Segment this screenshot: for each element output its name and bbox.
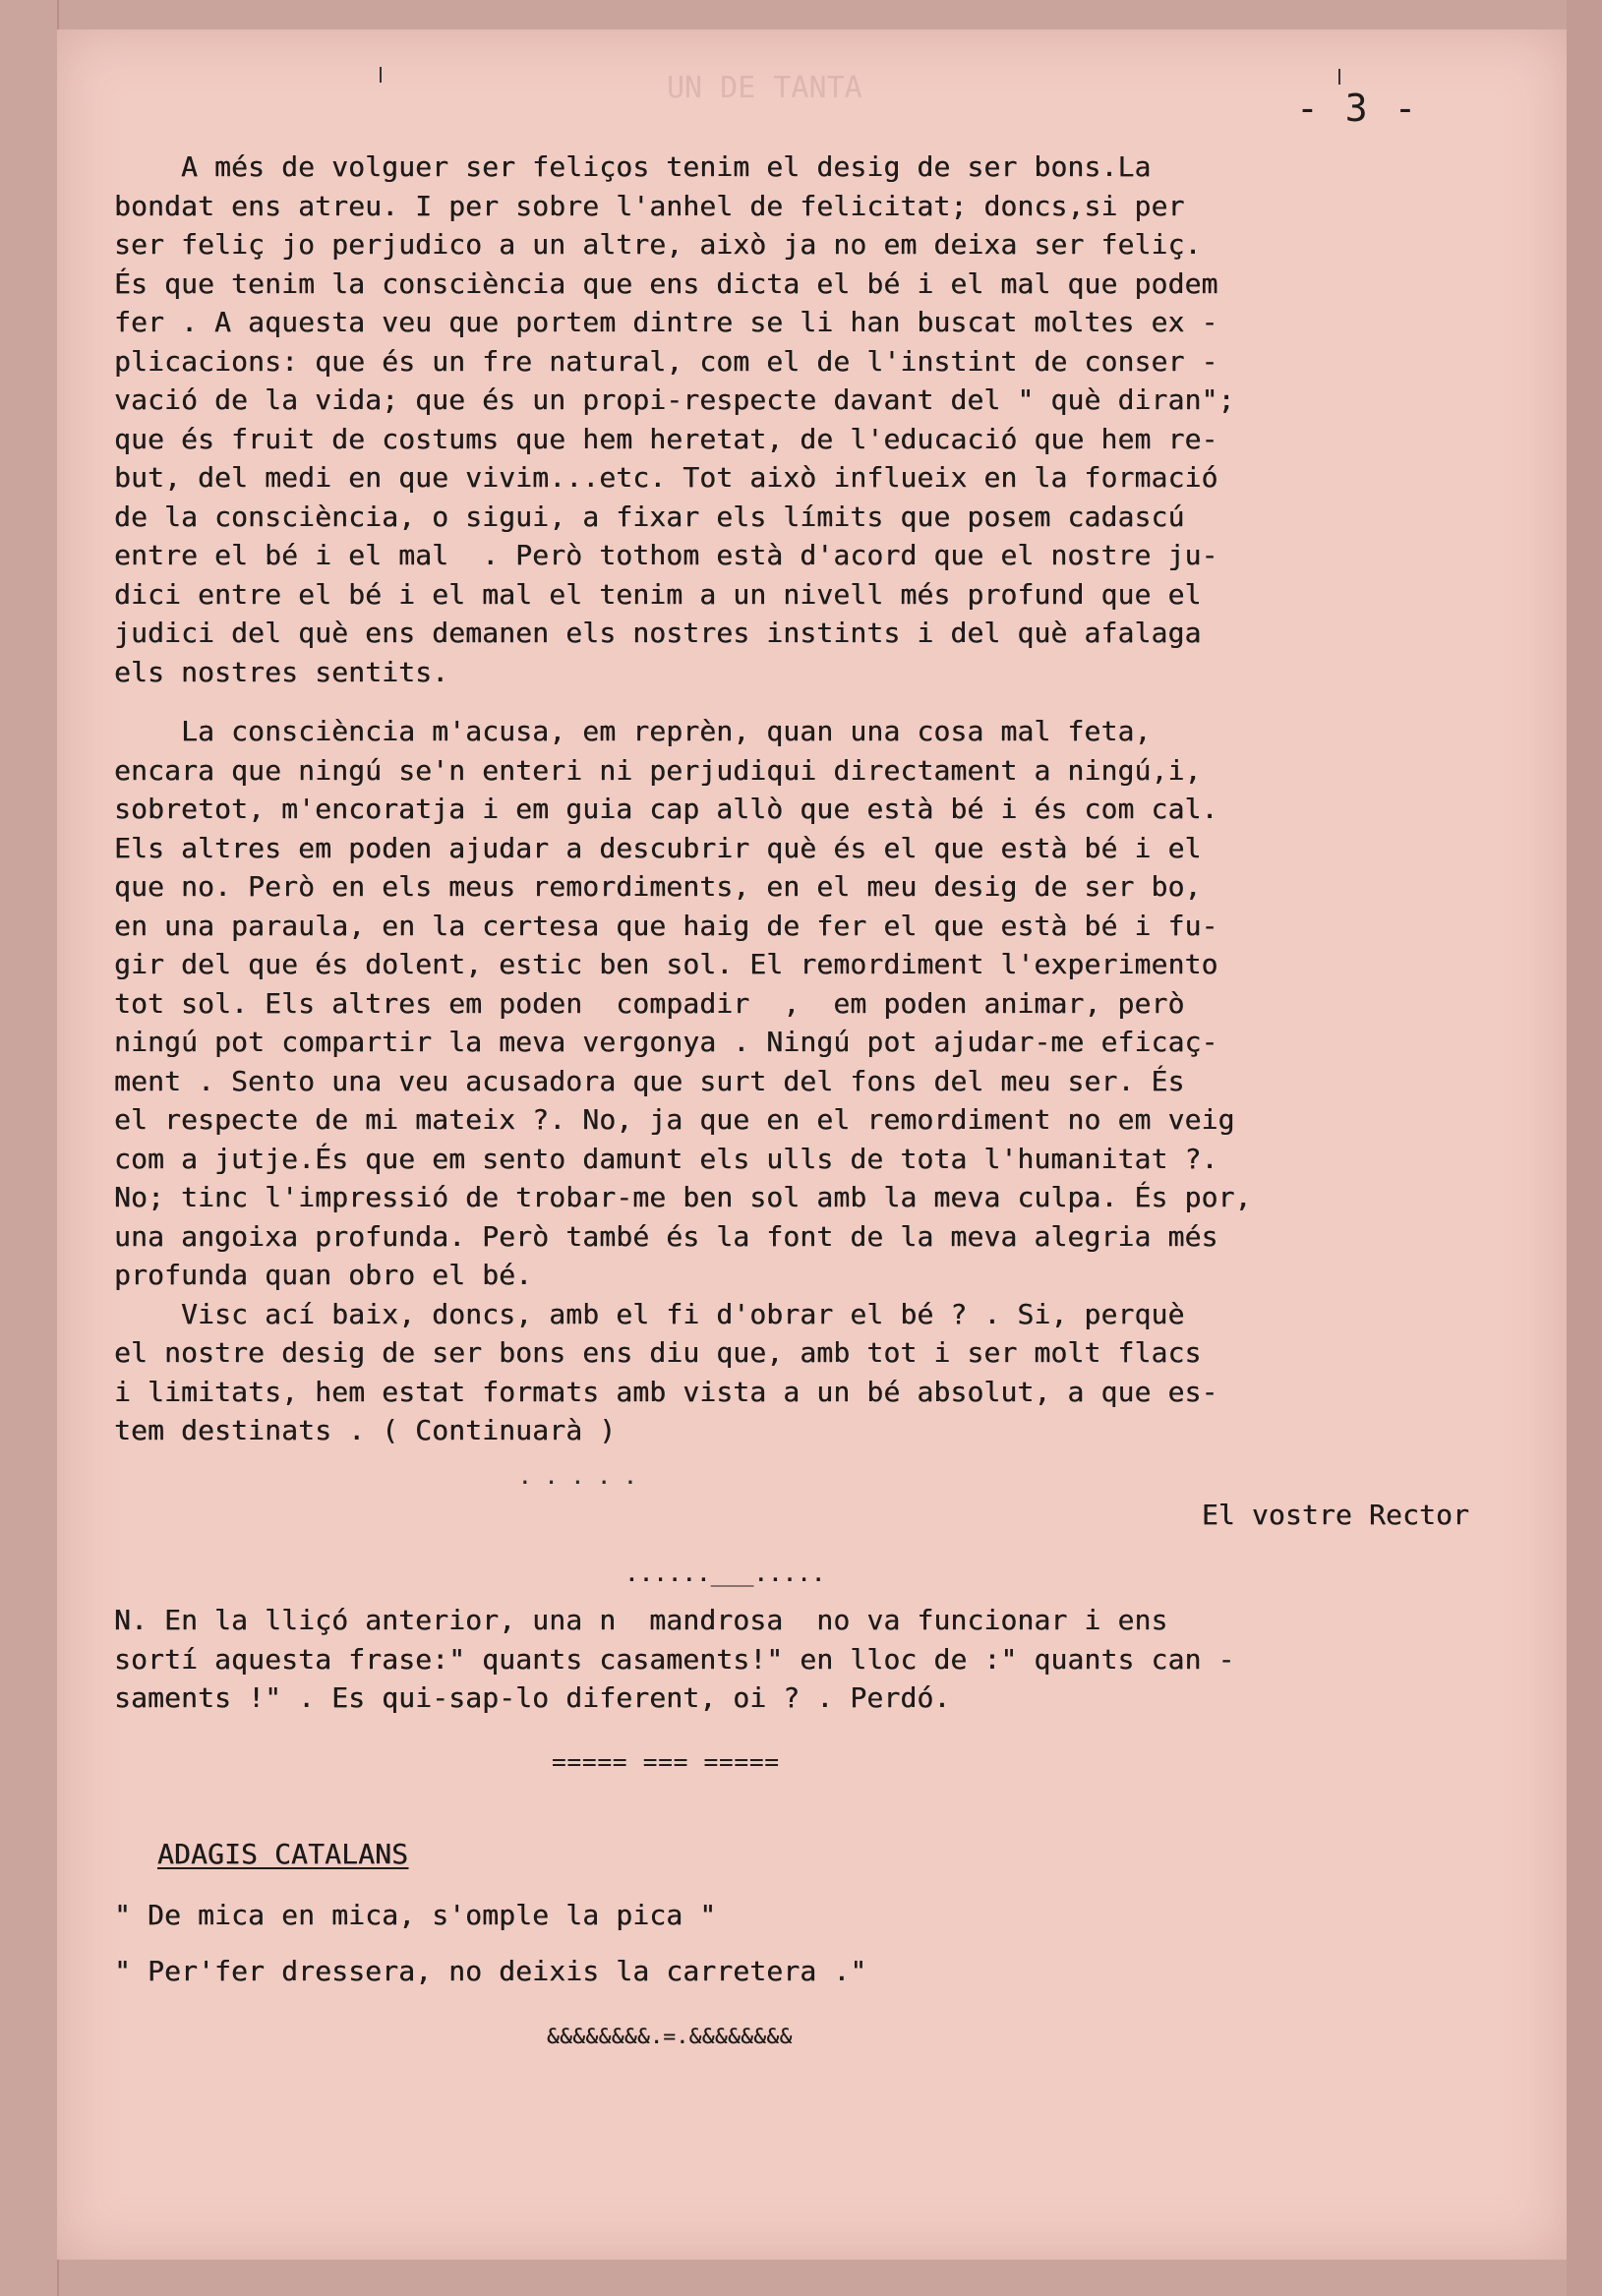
correction-note: N. En la lliçó anterior, una n mandrosa no va funcionar i ens sortí aquesta frase:" quants casaments!" en lloc de :" quants can - saments !" . Es qui-sap-lo diferent, oi ? . Perdó.	[114, 1604, 1235, 1714]
section-title: ADAGIS CATALANS	[157, 1838, 409, 1870]
paragraph: Visc ací baix, doncs, amb el fi d'obrar el bé ? . Si, perquè el nostre desig de ser bons ens diu que, amb tot i ser molt flacs i limitats, hem estat formats amb vista a un bé absolut, a que es- tem destinats . ( Continuarà )	[114, 1297, 1218, 1446]
saying: " Per'fer dressera, no deixis la carretera ."	[114, 1955, 867, 1987]
page-edge-right	[1567, 0, 1602, 2296]
divider-dots: ......___.....	[624, 1560, 826, 1587]
signature: El vostre Rector	[1201, 1498, 1469, 1531]
paragraph: La consciència m'acusa, em reprèn, quan una cosa mal feta, encara que ningú se'n enteri ni perjudiqui directament a ningú,i, sobretot, m'encoratja i em guia cap allò que està bé i és com cal. Els altres em poden ajudar a descubrir què és el que està bé i el que no. Però en els meus remordiments, en el meu desig de ser bo, en una paraula, en la certesa que haig de fer el que està bé i fu- gir del que és dolent, estic ben sol. El remordiment l'experimento tot sol. Els altres em poden compadir , em poden animar, però ningú pot compartir la meva vergonya . Ningú pot ajudar-me eficaç- ment . Sento una veu acusadora que surt del fons del meu ser. És el respecte de mi mateix ?. No, ja que en el remordiment no em veig com a jutje.És que em sento damunt els ulls de tota l'humanitat ?. No; tinc l'impressió de trobar-me ben sol amb la meva culpa. És por, una angoixa profunda. Però també és la font de la meva alegria més profunda quan obro el bé.	[114, 715, 1252, 1291]
separator: ===== === =====	[552, 1747, 780, 1776]
page-number: - 3 -	[1296, 87, 1419, 130]
signature-spacer	[114, 1450, 1520, 1496]
margin-tick	[1338, 69, 1340, 85]
saying: " De mica en mica, s'omple la pica "	[114, 1898, 717, 1931]
margin-tick	[380, 67, 382, 83]
closing-ornament: &&&&&&&&.=.&&&&&&&&	[547, 2024, 793, 2048]
page-edge-left	[0, 0, 59, 2296]
main-text	[114, 147, 1520, 2056]
paragraph: A més de volguer ser feliços tenim el desig de ser bons.La bondat ens atreu. I per sobre l'anhel de felicitat; doncs,si per ser feliç jo perjudico a un altre, això ja no em deixa ser feliç. És que tenim la consciència que ens dicta el bé i el mal que podem fer . A aquesta veu que portem dintre se li han buscat moltes ex - plicacions: que és un fre natural, com el de l'instint de conser - vació de la vida; que és un propi-respecte davant del " què diran"; que és fruit de costums que hem heretat, de l'educació que hem re- but, del medi en que vivim...etc. Tot això influeix en la formació de la consciència, o sigui, a fixar els límits que posem cadascú entre el bé i el mal . Però tothom està d'acord que el nostre ju- dici entre el bé i el mal el tenim a un nivell més profund que el judici del què ens demanen els nostres instints i del què afalaga els nostres sentits.	[114, 150, 1235, 688]
stray-marks: . . . . .	[518, 1464, 637, 1490]
bleed-through-text: UN DE TANTA	[667, 71, 862, 105]
